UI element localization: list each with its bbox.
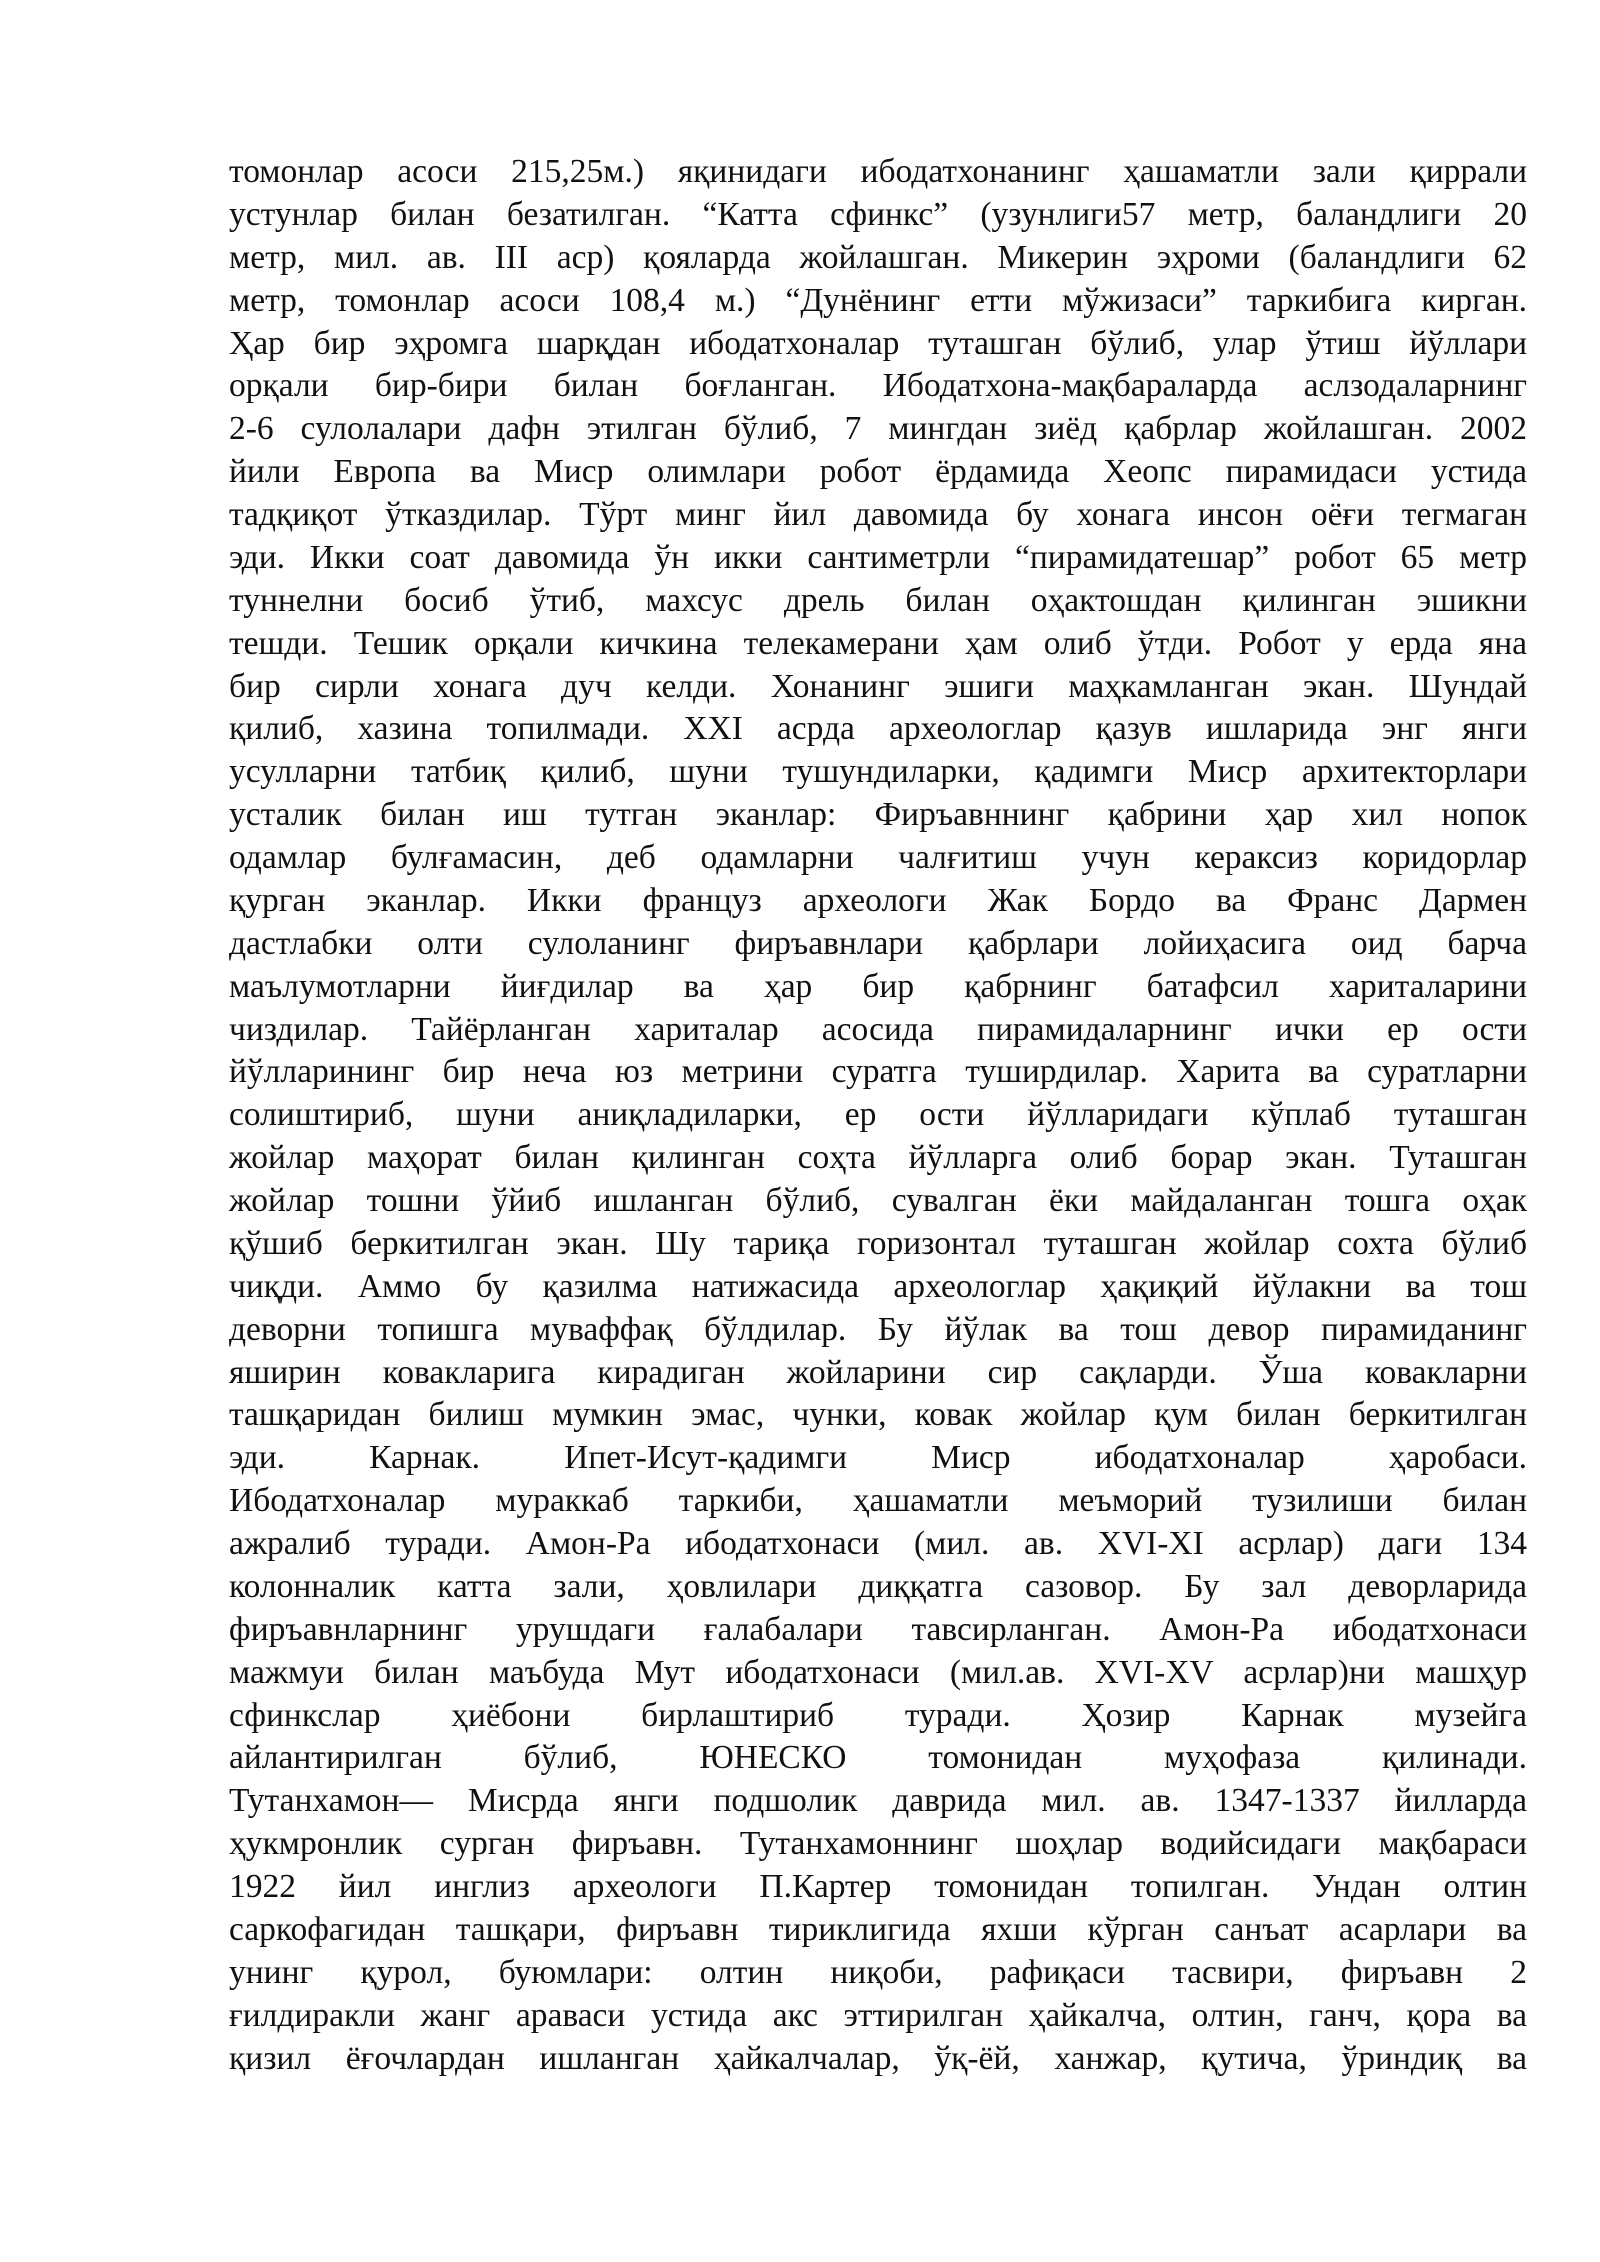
text-line: жойлар маҳорат билан қилинган соҳта йўлларга олиб борар экан. Туташган — [229, 1139, 1527, 1177]
text-line: қилиб, хазина топилмади. XXI асрда археологлар қазув ишларида энг янги — [229, 710, 1527, 748]
text-line: айлантирилган бўлиб, ЮНЕСКО томонидан муҳофаза қилинади. — [229, 1739, 1527, 1777]
text-line: қўшиб беркитилган экан. Шу тариқа горизонтал туташган жойлар сохта бўлиб — [229, 1224, 1527, 1262]
text-line: туннелни босиб ўтиб, махсус дрель билан оҳактошдан қилинган эшикни — [229, 581, 1527, 619]
text-line: фиръавнларнинг урушдаги ғалабалари тавсирланган. Амон-Ра ибодатхонаси — [229, 1610, 1527, 1648]
text-line: йўлларининг бир неча юз метрини суратга туширдилар. Харита ва суратларни — [229, 1053, 1527, 1091]
text-line: тешди. Тешик орқали кичкина телекамерани ҳам олиб ўтди. Робот у ерда яна — [229, 624, 1527, 662]
text-line: йили Европа ва Миср олимлари робот ёрдамида Хеопс пирамидаси устида — [229, 453, 1527, 491]
text-line: устунлар билан безатилган. “Катта сфинкс” (узунлиги57 метр, баландлиги 20 — [229, 195, 1527, 233]
text-line: солиштириб, шуни аниқладиларки, ер ости йўлларидаги кўплаб туташган — [229, 1096, 1527, 1134]
text-line: томонлар асоси 215,25м.) яқинидаги ибодатхонанинг ҳашаматли зали қиррали — [229, 153, 1527, 190]
text-line: деворни топишга муваффақ бўлдилар. Бу йўлак ва тош девор пирамиданинг — [229, 1310, 1527, 1348]
text-line: жойлар тошни ўйиб ишланган бўлиб, сувалган ёки майдаланган тошга оҳак — [229, 1182, 1527, 1219]
text-line: 2-6 сулолалари дафн этилган бўлиб, 7 мингдан зиёд қабрлар жойлашган. 2002 — [229, 410, 1527, 448]
text-line: Ҳар бир эҳромга шарқдан ибодатхоналар туташган бўлиб, улар ўтиш йўллари — [229, 324, 1527, 362]
text-line: Ибодатхоналар мураккаб таркиби, ҳашаматли меъморий тузилиши билан — [229, 1482, 1527, 1520]
text-line: мажмуи билан маъбуда Мут ибодатхонаси (мил.ав. XVI-XV асрлар)ни машҳур — [229, 1653, 1527, 1691]
text-line: қизил ёғочлардан ишланган ҳайкалчалар, ўқ-ёй, ханжар, қутича, ўриндиқ ва — [229, 2039, 1527, 2077]
text-line: саркофагидан ташқари, фиръавн тириклигида яхши кўрган санъат асарлари ва — [229, 1910, 1527, 1948]
text-line: усулларни татбиқ қилиб, шуни тушундиларки, қадимги Миср архитекторлари — [229, 753, 1527, 791]
text-line: 1922 йил инглиз археологи П.Картер томонидан топилган. Ундан олтин — [229, 1868, 1527, 1905]
text-line: тадқиқот ўтказдилар. Тўрт минг йил давомида бу хонага инсон оёғи тегмаган — [229, 496, 1527, 533]
text-line: ҳукмронлик сурган фиръавн. Тутанхамоннинг шоҳлар водийсидаги мақбараси — [229, 1825, 1527, 1863]
text-line: ташқаридан билиш мумкин эмас, чунки, ковак жойлар қум билан беркитилган — [229, 1396, 1527, 1434]
text-line: эди. Карнак. Ипет-Исут-қадимги Миср ибодатхоналар ҳаробаси. — [229, 1439, 1527, 1477]
text-line: метр, томонлар асоси 108,4 м.) “Дунёнинг етти мўжизаси” таркибига кирган. — [229, 281, 1527, 319]
text-line: чиқди. Аммо бу қазилма натижасида археологлар ҳақиқий йўлакни ва тош — [229, 1267, 1527, 1305]
text-line: эди. Икки соат давомида ўн икки сантиметрли “пирамидатешар” робот 65 метр — [229, 538, 1527, 576]
text-line: сфинкслар ҳиёбони бирлаштириб туради. Ҳозир Карнак музейга — [229, 1696, 1527, 1734]
text-line: чиздилар. Тайёрланган хариталар асосида пирамидаларнинг ички ер ости — [229, 1010, 1527, 1048]
text-line: ажралиб туради. Амон-Ра ибодатхонаси (мил. ав. XVI-XI асрлар) даги 134 — [229, 1525, 1527, 1562]
text-line: бир сирли хонага дуч келди. Хонанинг эшиги маҳкамланган экан. Шундай — [229, 667, 1527, 705]
text-line: ғилдиракли жанг араваси устида акс эттирилган ҳайкалча, олтин, ганч, қора ва — [229, 1996, 1527, 2034]
text-line: усталик билан иш тутган эканлар: Фиръавннинг қабрини ҳар хил нопок — [229, 796, 1527, 834]
body-text — [229, 151, 1527, 2080]
text-line: қурган эканлар. Икки француз археологи Жак Бордо ва Франс Дармен — [229, 881, 1527, 919]
text-line: дастлабки олти сулоланинг фиръавнлари қабрлари лойиҳасига оид барча — [229, 924, 1527, 962]
text-line: колонналик катта зали, ҳовлилари диққатга сазовор. Бу зал деворларида — [229, 1567, 1527, 1605]
text-line: Тутанхамон— Мисрда янги подшолик даврида мил. ав. 1347-1337 йилларда — [229, 1782, 1527, 1820]
text-line: унинг қурол, буюмлари: олтин ниқоби, рафиқаси тасвири, фиръавн 2 — [229, 1953, 1527, 1991]
text-line: маълумотларни йиғдилар ва ҳар бир қабрнинг батафсил хариталарини — [229, 967, 1527, 1005]
text-line: метр, мил. ав. III аср) қояларда жойлашган. Микерин эҳроми (баландлиги 62 — [229, 238, 1527, 276]
text-line: яширин ковакларига кирадиган жойларини сир сақларди. Ўша ковакларни — [229, 1353, 1527, 1391]
text-line: орқали бир-бири билан боғланган. Ибодатхона-мақбараларда аслзодаларнинг — [229, 367, 1527, 405]
text-line: одамлар булғамасин, деб одамларни чалғитиш учун кераксиз коридорлар — [229, 839, 1527, 876]
